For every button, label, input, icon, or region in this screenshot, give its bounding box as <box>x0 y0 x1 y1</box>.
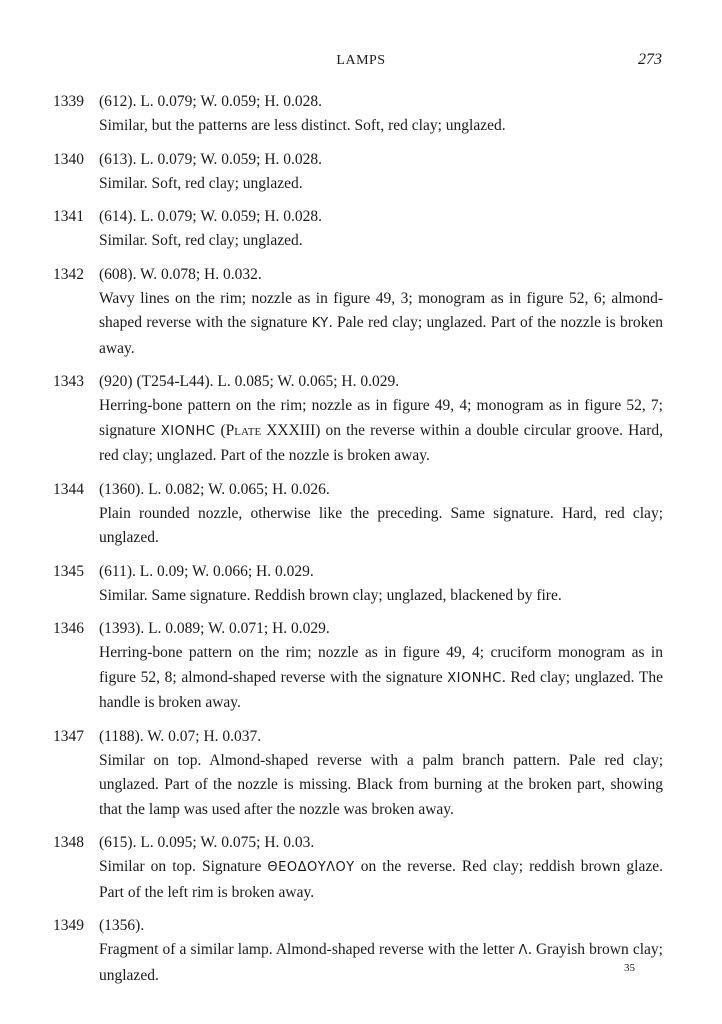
entry-description <box>99 938 663 988</box>
entry-meta: (1393). L. 0.089; W. 0.071; H. 0.029. <box>99 620 330 637</box>
catalogue-entries <box>53 90 663 997</box>
signature-text: XIONHC <box>447 670 502 686</box>
entry-heading <box>53 205 663 229</box>
catalogue-entry <box>53 90 663 139</box>
entry-heading <box>53 831 663 855</box>
entry-number: 1342 <box>53 265 84 283</box>
entry-heading <box>53 478 663 502</box>
catalogue-entry <box>53 914 663 988</box>
entry-text: on the reverse. Red clay; reddish brown glaze. Part of the left rim is broken away. <box>99 858 663 901</box>
entry-meta: (1356). <box>99 917 145 934</box>
entry-text: . Red clay; unglazed. The handle is broken away. <box>99 668 663 711</box>
entry-description: Plain rounded nozzle, otherwise like the preceding. Same signature. Hard, red clay; unglazed. <box>99 504 663 546</box>
entry-number: 1346 <box>53 620 84 637</box>
entry-text: Herring-bone pattern on the rim; nozzle as in figure 49, 4; cruciform monogram as in figure 52, 8; almond-shaped reverse with the signature <box>99 644 663 686</box>
signature-mark: 35 <box>624 962 635 974</box>
entry-meta: (615). L. 0.095; W. 0.075; H. 0.03. <box>99 834 315 851</box>
running-head <box>0 51 722 73</box>
entry-text: Herring-bone pattern on the rim; nozzle as in figure 49, 4; monogram as in figure 52, 7; signature <box>99 397 663 439</box>
signature-text: KY <box>311 316 329 331</box>
entry-number: 1345 <box>53 562 84 580</box>
entry-description: Similar, but the patterns are less distinct. Soft, red clay; unglazed. <box>99 117 506 134</box>
page-number: 273 <box>638 51 662 68</box>
entry-number: 1349 <box>53 917 84 934</box>
catalogue-entry <box>53 205 663 254</box>
entry-meta: (614). L. 0.079; W. 0.059; H. 0.028. <box>99 208 323 225</box>
entry-number: 1339 <box>53 93 84 110</box>
entry-description: Similar. Soft, red clay; unglazed. <box>99 174 303 192</box>
catalogue-entry <box>53 148 663 197</box>
entry-description <box>99 641 663 716</box>
entry-heading <box>53 560 663 584</box>
entry-number: 1341 <box>53 208 84 225</box>
entry-number: 1340 <box>53 150 84 168</box>
entry-number: 1344 <box>53 480 84 498</box>
entry-text: Similar on top. Signature <box>99 858 268 875</box>
entry-description: Similar. Same signature. Reddish brown clay; unglazed, blackened by fire. <box>99 586 562 604</box>
catalogue-entry <box>53 725 663 823</box>
entry-heading <box>53 617 663 641</box>
signature-text: Λ <box>518 943 528 958</box>
entry-meta: (920) (T254-L44). L. 0.085; W. 0.065; H. 0.029. <box>99 373 400 390</box>
entry-description <box>99 287 663 362</box>
entry-description: Similar. Soft, red clay; unglazed. <box>99 232 303 249</box>
catalogue-entry <box>53 478 663 551</box>
entry-number: 1347 <box>53 727 84 745</box>
entry-meta: (613). L. 0.079; W. 0.059; H. 0.028. <box>99 150 323 168</box>
entry-text: . Grayish brown clay; unglazed. <box>99 941 663 984</box>
entry-text: . Pale red clay; unglazed. Part of the nozzle is broken away. <box>99 314 664 357</box>
catalogue-entry <box>53 560 663 609</box>
signature-text: ΘΕΟΔΟΥΛΟΥ <box>267 860 355 875</box>
entry-text: Fragment of a similar lamp. Almond-shaped reverse with the letter <box>99 941 519 958</box>
entry-heading <box>53 370 663 394</box>
entry-text: Wavy lines on the rim; nozzle as in figure 49, 3; monogram as in figure 52, 6; almond-shaped reverse with the signature <box>99 289 663 331</box>
catalogue-entry <box>53 831 663 905</box>
plate-reference: (Plate XXXIII) <box>220 421 321 439</box>
entry-heading <box>53 914 663 938</box>
entry-meta: (1188). W. 0.07; H. 0.037. <box>99 727 262 745</box>
catalogue-entry <box>53 370 663 469</box>
entry-meta: (1360). L. 0.082; W. 0.065; H. 0.026. <box>99 480 330 498</box>
entry-heading <box>53 148 663 172</box>
entry-description: Similar on top. Almond-shaped reverse with a palm branch pattern. Pale red clay; unglazed. Part of the nozzle is missing. Black from burning at the broken part, showing that the lamp was used after the nozzle was broken away. <box>99 751 663 818</box>
entry-text: on the reverse within a double circular groove. Hard, red clay; unglazed. Part of the nozzle is broken away. <box>99 421 663 464</box>
entry-number: 1348 <box>53 834 84 851</box>
entry-heading <box>53 90 663 114</box>
entry-description <box>99 394 663 469</box>
entry-meta: (612). L. 0.079; W. 0.059; H. 0.028. <box>99 93 323 110</box>
entry-heading <box>53 263 663 287</box>
running-title: LAMPS <box>336 53 386 68</box>
entry-meta: (608). W. 0.078; H. 0.032. <box>99 265 262 283</box>
entry-heading <box>53 725 663 749</box>
signature-text: XIONHC <box>160 423 216 439</box>
entry-meta: (611). L. 0.09; W. 0.066; H. 0.029. <box>99 562 314 580</box>
catalogue-entry <box>53 617 663 716</box>
entry-description <box>99 855 663 905</box>
catalogue-entry <box>53 263 663 362</box>
entry-number: 1343 <box>53 373 84 390</box>
